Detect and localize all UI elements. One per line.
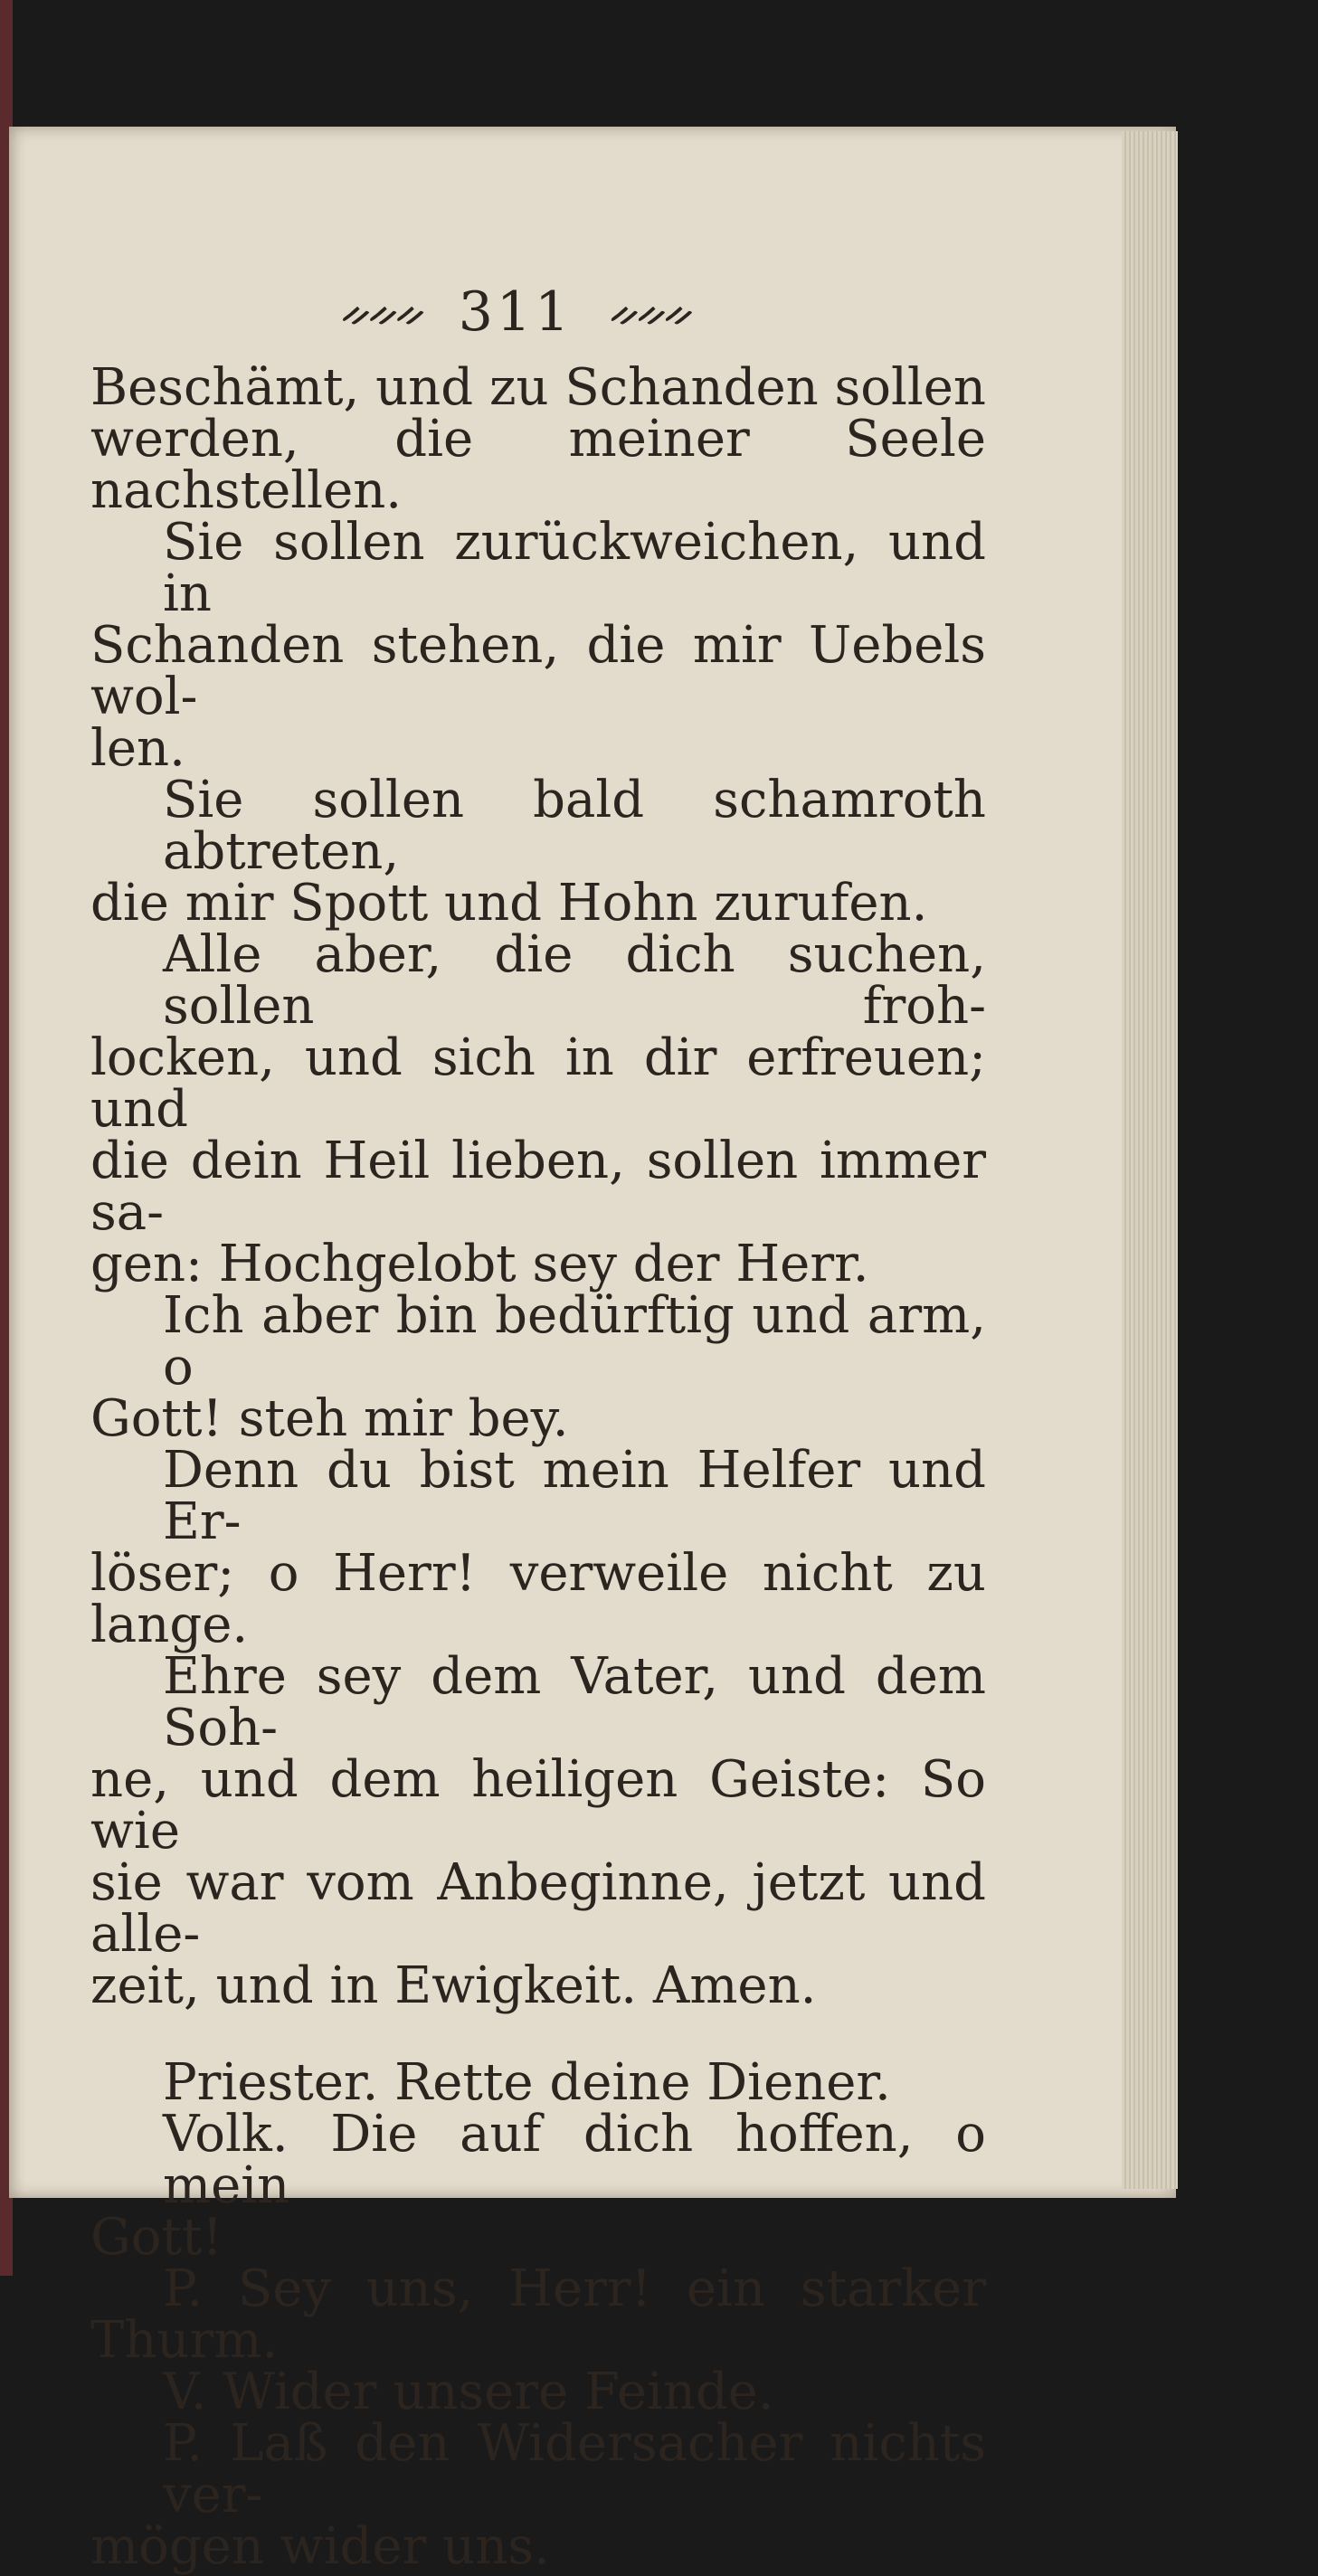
- text-line: Schanden stehen, die mir Uebels wol-: [90, 616, 986, 726]
- text-line: Denn du bist mein Helfer und Er-: [163, 1441, 986, 1551]
- text-line: Sie sollen bald schamroth abtreten,: [163, 771, 986, 881]
- page-header: [326, 280, 706, 344]
- text-line: sie war vom Anbeginne, jetzt und alle-: [90, 1853, 986, 1964]
- text-line: Gott! steh mir bey.: [90, 1389, 569, 1448]
- text-line: Ich aber bin bedürftig und arm, o: [163, 1286, 986, 1397]
- ornament-left: ᨀᨀᨀ: [340, 289, 422, 336]
- text-line: gen: Hochgelobt sey der Herr.: [90, 1235, 869, 1293]
- text-line: Ehre sey dem Vater, und dem Soh-: [163, 1647, 986, 1757]
- text-line: werden, die meiner Seele nachstellen.: [90, 410, 986, 520]
- page-number: 311: [458, 280, 574, 344]
- text-line: die mir Spott und Hohn zurufen.: [90, 874, 928, 933]
- text-line: P. Laß den Widersacher nichts ver-: [163, 2414, 986, 2524]
- body-text: [90, 358, 986, 2576]
- text-line: P. Sey uns, Herr! ein starker: [163, 2259, 986, 2318]
- text-line: löser; o Herr! verweile nicht zu lange.: [90, 1544, 986, 1654]
- text-line: Priester. Rette deine Diener.: [163, 2053, 891, 2112]
- text-line: Beschämt, und zu Schanden sollen: [90, 358, 986, 417]
- page-fore-edge: [1122, 131, 1178, 2189]
- text-line: Gott!: [90, 2208, 223, 2267]
- text-line: die dein Heil lieben, sollen immer sa-: [90, 1132, 986, 1242]
- text-line: ne, und dem heiligen Geiste: So wie: [90, 1750, 986, 1861]
- text-line: Thurm.: [90, 2311, 279, 2370]
- text-line: Alle aber, die dich suchen, sollen froh-: [163, 925, 986, 1036]
- text-line: len.: [90, 719, 185, 778]
- text-line: Sie sollen zurückweichen, und in: [163, 513, 986, 623]
- text-line: Volk. Die auf dich hoffen, o mein: [163, 2105, 986, 2215]
- text-line: V. Wider unsere Feinde.: [163, 2363, 774, 2421]
- text-line: zeit, und in Ewigkeit. Amen.: [90, 1956, 817, 2015]
- ornament-right: ᨀᨀᨀ: [609, 289, 691, 336]
- text-line: locken, und sich in dir erfreuen; und: [90, 1028, 986, 1139]
- text-line: mögen wider uns.: [90, 2517, 550, 2576]
